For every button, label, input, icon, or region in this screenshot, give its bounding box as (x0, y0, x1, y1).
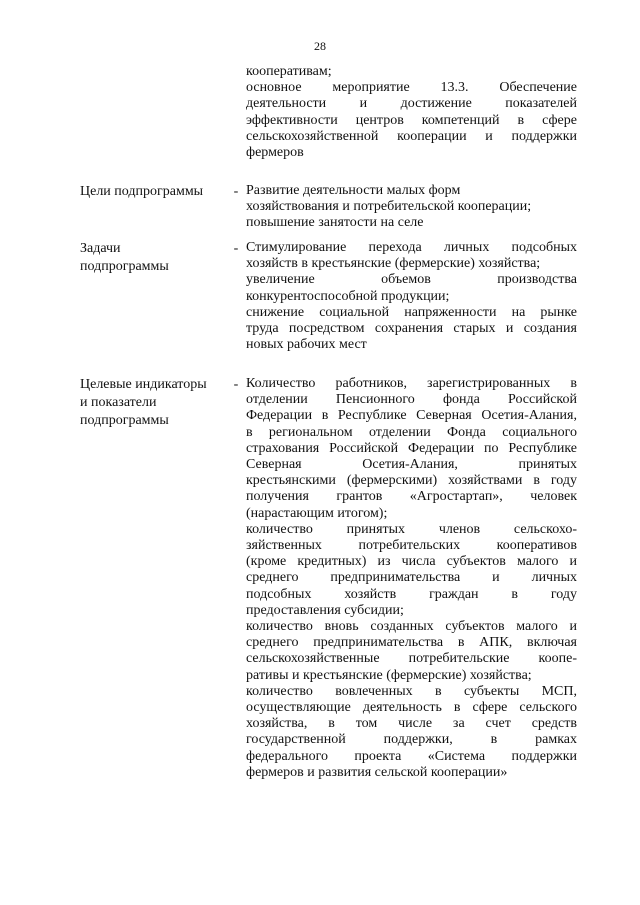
content-line: конкурентоспособной продукции; (246, 288, 450, 304)
content-line: получения грантов «Агростартап», человек (246, 489, 577, 505)
content-line: в региональном отделении Фонда социального (246, 424, 577, 440)
section-label-line: и показатели (80, 395, 157, 410)
section-label-line: Задачи (80, 241, 121, 256)
content-line: подсобных хозяйств граждан в году (246, 586, 577, 602)
section-content (246, 183, 577, 232)
content-line: фермеров (246, 145, 304, 161)
content-line: хозяйств в крестьянские (фермерские) хозяйства; (246, 256, 541, 272)
content-line: фермеров и развития сельской кооперации» (246, 764, 508, 780)
content-line: среднего предпринимательства в АПК, включая (246, 635, 577, 651)
content-line: Северная Осетия-Алания, принятых (246, 457, 577, 473)
section-label (80, 240, 230, 276)
content-line: страхования Российской Федерации по Республике (246, 440, 577, 456)
content-line: количество вовлеченных в субъекты МСП, (246, 683, 577, 699)
content-line: сельскохозяйственной кооперации и поддержки (246, 128, 577, 144)
content-line: зяйственных потребительских кооперативов (246, 538, 577, 554)
content-line: Федерации в Республике Северная Осетия-Алания, (246, 408, 577, 424)
content-line: труда посредством сохранения старых и создания (246, 321, 577, 337)
dash-marker: - (233, 184, 239, 199)
content-line: отделении Пенсионного фонда Российской (246, 392, 577, 408)
section-label (80, 376, 230, 430)
content-line: Развитие деятельности малых форм (246, 183, 461, 198)
section-label-line: Целевые индикаторы (80, 377, 207, 392)
content-line: эффективности центров компетенций в сфере (246, 112, 577, 128)
content-line: увеличение объемов производства (246, 272, 577, 288)
content-line: снижение социальной напряженности на рынке (246, 304, 577, 320)
page-number: 28 (314, 39, 326, 53)
content-line: основное мероприятие 13.3. Обеспечение (246, 80, 577, 96)
dash-marker: - (233, 377, 239, 392)
section-content (246, 240, 577, 353)
content-line: (кроме кредитных) из числа субъектов малого и (246, 554, 577, 570)
content-line: среднего предпринимательства и личных (246, 570, 577, 586)
content-line: количество вновь созданных субъектов малого и (246, 619, 577, 635)
content-line: крестьянскими (фермерскими) хозяйствами в году (246, 473, 577, 489)
content-line: государственной поддержки, в рамках (246, 732, 577, 748)
content-line: федерального проекта «Система поддержки (246, 748, 577, 764)
section-content (246, 376, 577, 781)
section-label (80, 183, 230, 201)
content-line: сельскохозяйственные потребительские коопе- (246, 651, 577, 667)
section-label-line: подпрограммы (80, 413, 169, 428)
content-line: повышение занятости на селе (246, 215, 424, 231)
section-content (246, 64, 577, 161)
content-line: (нарастающим итогом); (246, 505, 388, 521)
content-line: хозяйства, в том числе за счет средств (246, 716, 577, 732)
content-line: хозяйствования и потребительской кооперации; (246, 199, 532, 215)
content-line: Количество работников, зарегистрированных в (246, 376, 577, 391)
content-line: осуществляющие деятельность в сфере сельского (246, 700, 577, 716)
content-line: деятельности и достижение показателей (246, 96, 577, 112)
section-label-line: Цели подпрограммы (80, 184, 204, 199)
content-line: количество принятых членов сельскохо- (246, 521, 577, 537)
content-line: ративы и крестьянские (фермерские) хозяйства; (246, 667, 532, 683)
dash-marker: - (233, 241, 239, 256)
content-line: кооперативам; (246, 64, 332, 79)
content-line: Стимулирование перехода личных подсобных (246, 240, 577, 255)
content-line: предоставления субсидии; (246, 602, 404, 618)
content-line: новых рабочих мест (246, 337, 367, 353)
section-label-line: подпрограммы (80, 259, 169, 274)
